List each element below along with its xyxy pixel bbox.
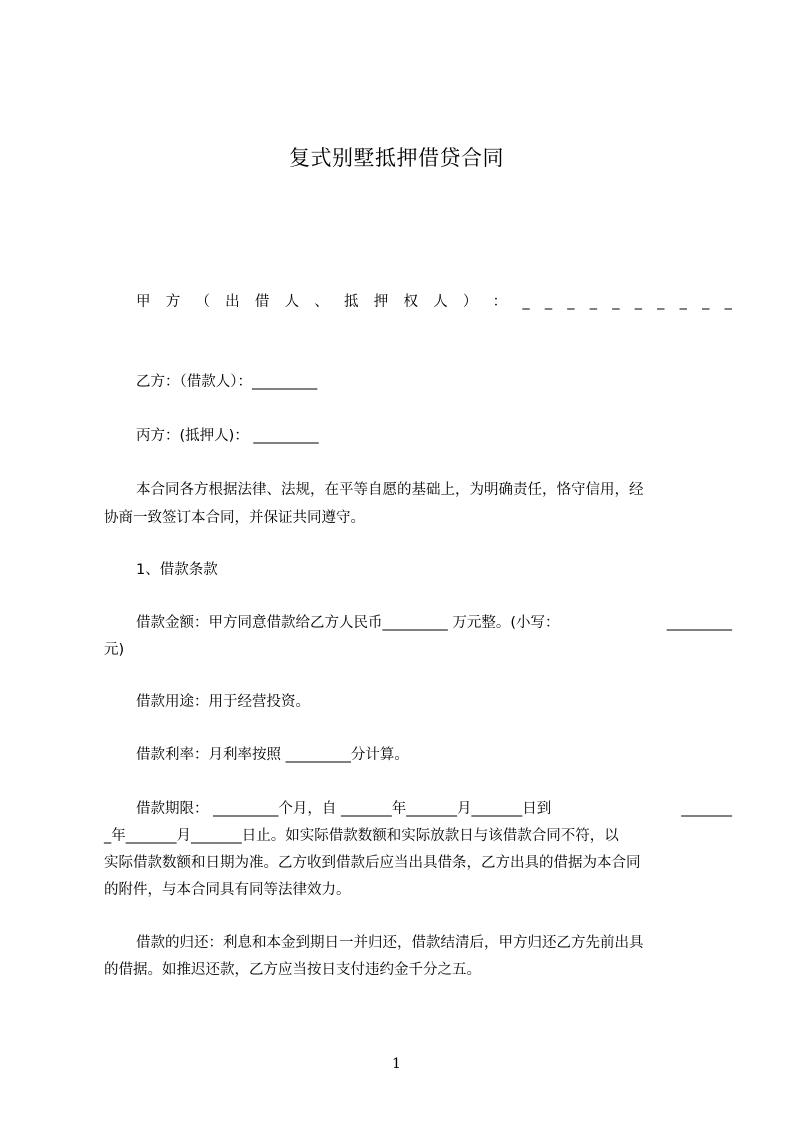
intro-paragraph-line-2: 协商一致签订本合同，并保证共同遵守。: [104, 510, 365, 526]
loan-amount-line-2: 元): [104, 642, 125, 658]
loan-term-text: 借款期限： _________个月，自 _______年_______月_______日到: [136, 801, 552, 817]
party-a-char: 甲: [136, 294, 151, 310]
party-a-char: _: [589, 294, 597, 310]
loan-term-line-2: _年_______月_______日止。如实际借款数额和实际放款日与该借款合同不符，以: [104, 828, 619, 844]
party-b-line: 乙方：（借款人）：_________: [136, 374, 318, 390]
loan-amount-blank: _________: [666, 615, 732, 631]
loan-amount-line-1: [104, 613, 732, 633]
loan-amount-text: 借款金额：甲方同意借款给乙方人民币_________ 万元整。(小写：: [136, 615, 560, 631]
party-a-char: 出: [225, 294, 240, 310]
party-a-char: 人: [284, 294, 300, 310]
party-a-char: _: [702, 294, 710, 310]
party-a-char: _: [634, 294, 642, 310]
repayment-line-1: 借款的归还：利息和本金到期日一并归还，借款结清后，甲方归还乙方先前出具: [136, 935, 644, 951]
party-c-line: 丙方：(抵押人)： _________: [136, 428, 319, 444]
party-a-char: ）: [462, 294, 478, 310]
document-title: 复式别墅抵押借贷合同: [289, 146, 504, 170]
loan-rate-line: 借款利率：月利率按照 _________分计算。: [136, 747, 409, 763]
party-a-char: _: [522, 294, 530, 310]
loan-term-line-1: [104, 799, 732, 819]
party-a-char: 借: [254, 294, 270, 310]
party-a-line: [104, 292, 732, 312]
party-a-char: _: [657, 294, 665, 310]
loan-term-line-4: 的附件，与本合同具有同等法律效力。: [104, 882, 351, 898]
party-a-char: 权: [403, 294, 418, 310]
section-1-heading: 1、借款条款: [136, 562, 218, 578]
party-a-char: （: [195, 294, 210, 310]
intro-paragraph-line-1: 本合同各方根据法律、法规，在平等自愿的基础上，为明确责任，恪守信用，经: [136, 482, 644, 498]
page-number: 1: [392, 1056, 401, 1072]
party-a-char: _: [612, 294, 620, 310]
repayment-line-2: 的借据。如推迟还款，乙方应当按日支付违约金千分之五。: [104, 962, 481, 978]
loan-term-blank: _______: [681, 801, 732, 817]
party-a-char: _: [544, 294, 553, 310]
party-a-char: _: [567, 294, 575, 310]
party-a-char: 抵: [344, 294, 359, 310]
party-a-char: ：: [492, 294, 508, 310]
loan-term-line-3: 实际借款数额和日期为准。乙方收到借款后应当出具借条，乙方出具的借据为本合同: [104, 855, 641, 871]
party-a-char: _: [679, 294, 687, 310]
party-a-char: 人: [433, 294, 448, 310]
party-a-char: _: [724, 294, 732, 310]
party-a-char: 、: [314, 294, 329, 310]
loan-purpose-line: 借款用途：用于经营投资。: [136, 694, 310, 710]
party-a-char: 押: [373, 294, 389, 310]
party-a-char: 方: [165, 294, 181, 310]
